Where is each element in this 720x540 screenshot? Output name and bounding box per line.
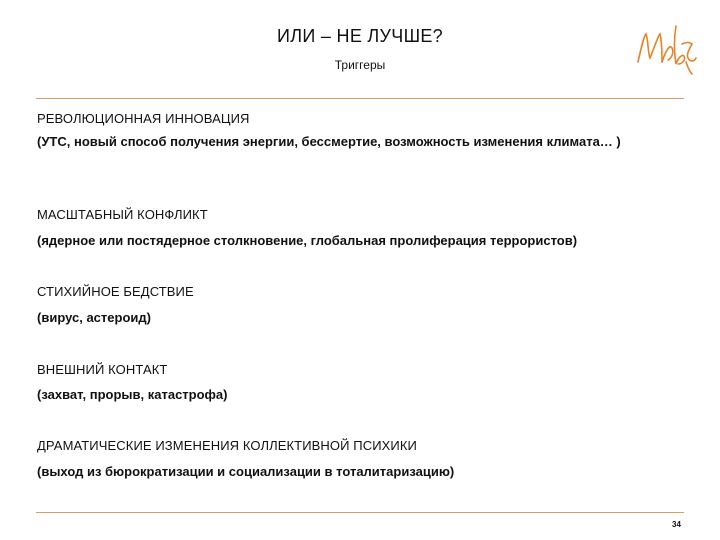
section-3-description: (вирус, астероид) <box>37 310 151 325</box>
section-3-title: СТИХИЙНОЕ БЕДСТВИЕ <box>37 284 194 299</box>
section-2-title: МАСШТАБНЫЙ КОНФЛИКТ <box>37 207 208 222</box>
page-subtitle: Триггеры <box>334 58 386 72</box>
page-number: 34 <box>672 520 681 529</box>
section-1-description: (УТС, новый способ получения энергии, бессмертие, возможность изменения климата… ) <box>37 134 621 149</box>
page-title: ИЛИ – НЕ ЛУЧШЕ? <box>277 26 443 46</box>
footer-divider <box>36 512 684 513</box>
section-4-title: ВНЕШНИЙ КОНТАКТ <box>37 362 168 377</box>
signature-logo-icon <box>632 14 702 84</box>
header-divider <box>36 98 684 99</box>
section-4-description: (захват, прорыв, катастрофа) <box>37 387 228 402</box>
section-1-title: РЕВОЛЮЦИОННАЯ ИННОВАЦИЯ <box>37 111 250 126</box>
section-2-description: (ядерное или постядерное столкновение, глобальная пролиферация террористов) <box>37 233 578 248</box>
section-5-title: ДРАМАТИЧЕСКИЕ ИЗМЕНЕНИЯ КОЛЛЕКТИВНОЙ ПСИХИКИ <box>37 438 417 453</box>
section-5-description: (выход из бюрократизации и социализации в тоталитаризацию) <box>37 464 455 479</box>
